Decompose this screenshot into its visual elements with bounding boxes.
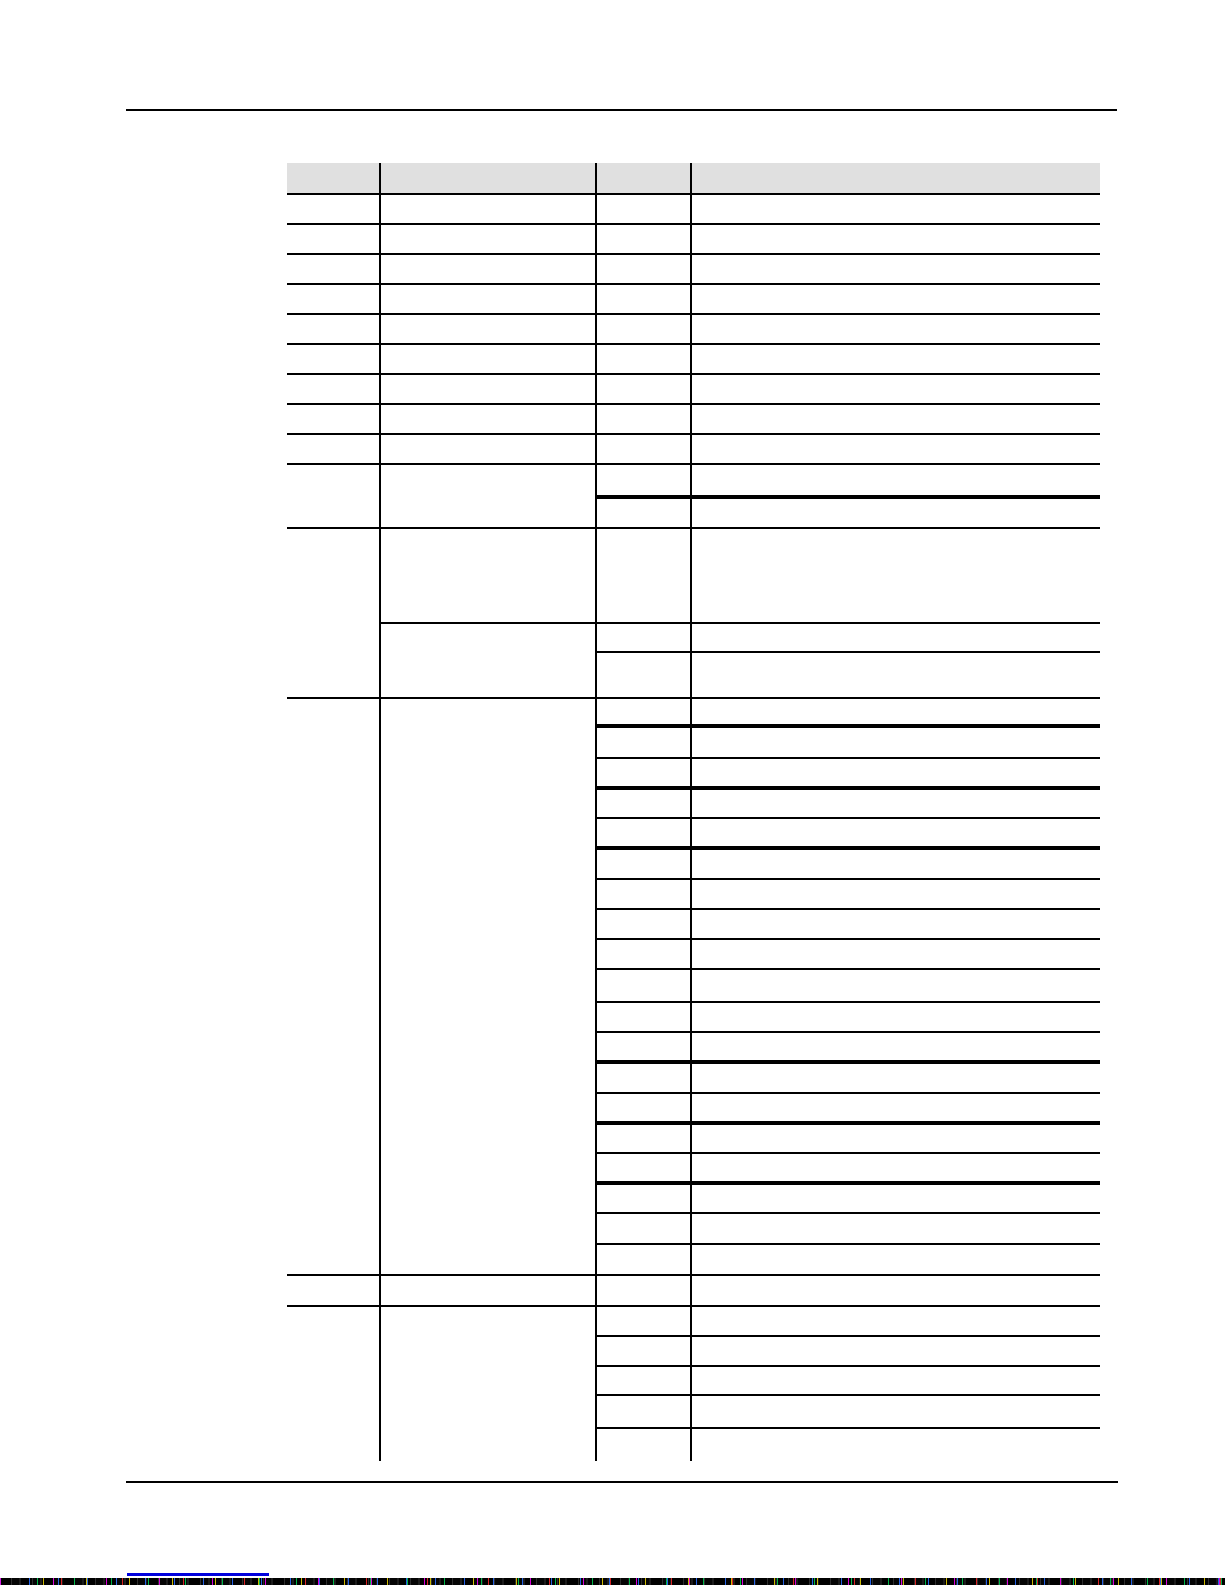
table-row-line	[287, 373, 1100, 375]
page-footer-rule	[126, 1481, 1118, 1483]
table-row-line	[287, 193, 1100, 195]
table-subrow-line-thick	[596, 846, 1100, 850]
table-row-line	[287, 313, 1100, 315]
table-subrow-line	[596, 1212, 1100, 1214]
table-header-row	[287, 163, 1100, 194]
scan-noise-strip	[0, 1578, 1225, 1585]
table-column-divider	[690, 163, 692, 1461]
table-subrow-line	[596, 1152, 1100, 1154]
table-subrow-line	[596, 1394, 1100, 1396]
table-row-line	[287, 1274, 1100, 1276]
table-subrow-line	[596, 908, 1100, 910]
table-subrow-line	[596, 757, 1100, 759]
table-subrow-line-thick	[596, 786, 1100, 790]
table-row-line	[287, 253, 1100, 255]
table-subrow-line	[380, 622, 1100, 624]
table-subrow-line	[596, 878, 1100, 880]
table-row-line	[287, 1305, 1100, 1307]
table-row-line	[287, 527, 1100, 529]
table-row-line	[287, 283, 1100, 285]
table-subrow-line	[596, 1031, 1100, 1033]
table-row-line	[287, 463, 1100, 465]
page-header-rule	[126, 109, 1117, 111]
table-row-line	[287, 223, 1100, 225]
table-subrow-line	[596, 1365, 1100, 1367]
table-column-divider	[379, 163, 381, 1461]
table-subrow-line-thick	[596, 1121, 1100, 1125]
table-subrow-line-thick	[596, 495, 1100, 499]
table-subrow-line-thick	[596, 724, 1100, 728]
table-row-line	[287, 403, 1100, 405]
table-row-line	[287, 697, 1100, 699]
table-subrow-line	[596, 938, 1100, 940]
table-subrow-line	[596, 968, 1100, 970]
table-column-divider	[595, 163, 597, 1461]
table-row-line	[287, 343, 1100, 345]
footer-link[interactable]	[127, 1573, 269, 1576]
table-subrow-line	[596, 817, 1100, 819]
table-subrow-line	[596, 1427, 1100, 1429]
table-subrow-line	[596, 1092, 1100, 1094]
table-subrow-line	[596, 651, 1100, 653]
table-subrow-line-thick	[596, 1060, 1100, 1064]
table-subrow-line-thick	[596, 1181, 1100, 1185]
table-subrow-line	[596, 1001, 1100, 1003]
table-subrow-line	[596, 1243, 1100, 1245]
table-subrow-line	[596, 1335, 1100, 1337]
table-row-line	[287, 433, 1100, 435]
